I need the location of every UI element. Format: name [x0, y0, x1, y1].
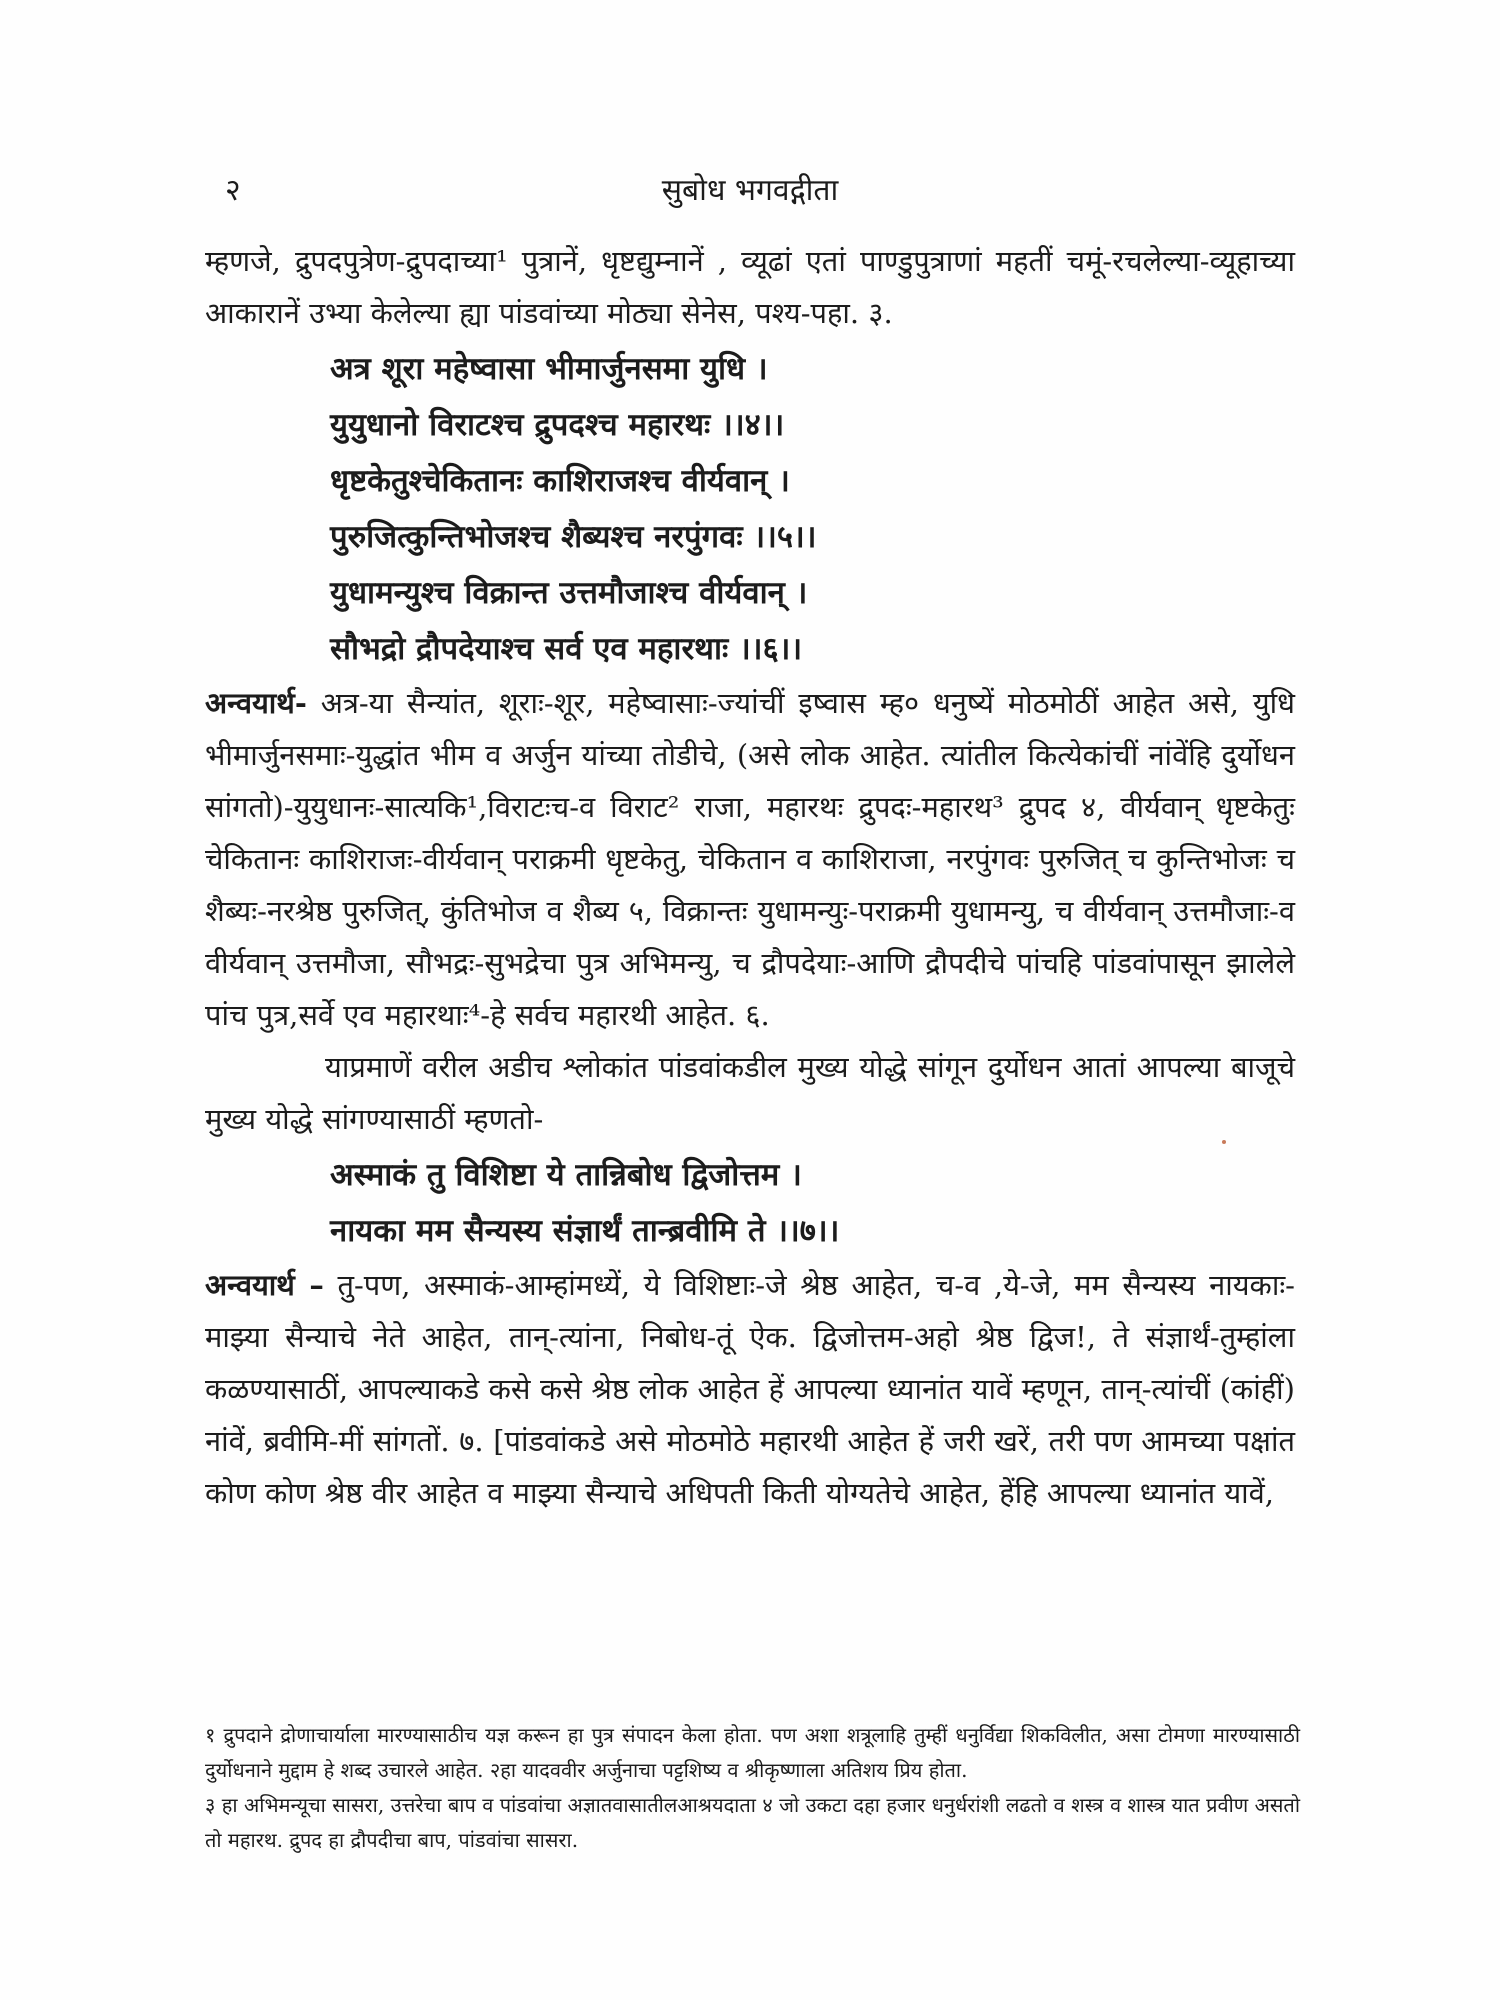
verse-line: पुरुजित्कुन्तिभोजश्च शैब्यश्च नरपुंगवः ।।५।। [330, 519, 817, 555]
paragraph-transition: याप्रमाणें वरील अडीच श्लोकांत पांडवांकडील मुख्य योद्धे सांगून दुर्योधन आतां आपल्या बाजूचे मुख्य योद्धे सांगण्यासाठीं म्हणतो- [205, 1050, 1295, 1136]
footnotes [205, 1718, 1300, 1858]
page-header [200, 168, 1300, 208]
verse-line: धृष्टकेतुश्चेकितानः काशिराजश्च वीर्यवान् । [330, 463, 790, 499]
anvayartha-label: अन्वयार्थ- [205, 686, 307, 720]
verse-block-4-6 [205, 341, 1295, 677]
paper-speck [1222, 1140, 1226, 1144]
verse-line: युधामन्युश्च विक्रान्त उत्तमौजाश्च वीर्यवान् । [330, 575, 808, 611]
anvayartha-paragraph [205, 1259, 1295, 1519]
verse-block-7 [205, 1147, 1295, 1259]
footnote: ३ हा अभिमन्यूचा सासरा, उत्तरेचा बाप व पांडवांचा अज्ञातवासातीलआश्रयदाता ४ जो उकटा दहा हजार धनुर्धरांशी लढतो व शस्त्र व शास्त्र यात प्रवीण असतो तो महारथ. द्रुपद हा द्रौपदीचा बाप, पांडवांचा सासरा. [205, 1793, 1300, 1852]
verse-line: नायका मम सैन्यस्य संज्ञार्थं तान्ब्रवीमि ते ।।७।। [330, 1213, 840, 1249]
verse-line: अस्माकं तु विशिष्टा ये तान्निबोध द्विजोत्तम । [330, 1157, 802, 1193]
verse-line: युयुधानो विराटश्च द्रुपदश्च महारथः ।।४।। [330, 407, 785, 443]
footnote: १ द्रुपदाने द्रोणाचार्याला मारण्यासाठीच यज्ञ करून हा पुत्र संपादन केला होता. पण अशा शत्रूलाहि तुम्हीं धनुर्विद्या शिकविलीत, असा टोमणा मारण्यासाठी दुर्योधनाने मुद्दाम हे शब्द उचारले आहेत. २हा यादववीर अर्जुनाचा पट्टशिष्य व श्रीकृष्णाला अतिशय प्रिय होता. [205, 1723, 1300, 1782]
page-number: २ [225, 173, 241, 208]
verse-line: सौभद्रो द्रौपदेयाश्च सर्व एव महारथाः ।।६।। [330, 631, 803, 667]
verse-line: अत्र शूरा महेष्वासा भीमार्जुनसमा युधि । [330, 351, 768, 387]
running-title: सुबोध भगवद्गीता [661, 173, 839, 208]
anvayartha-text: तु-पण, अस्माकं-आम्हांमध्यें, ये विशिष्टाः-जे श्रेष्ठ आहेत, च-व ,ये-जे, मम सैन्यस्य नायकाः-माझ्या सैन्याचे नेते आहेत, तान्-त्यांना, निबोध-तूं ऐक. द्विजोत्तम-अहो श्रेष्ठ द्विज!, ते संज्ञार्थं-तुम्हांला कळण्यासाठीं, आपल्याकडे कसे कसे श्रेष्ठ लोक आहेत हें आपल्या ध्यानांत यावें म्हणून, तान्-त्यांचीं (कांहीं) नांवें, ब्रवीमि-मीं सांगतों. ७. [पांडवांकडे असे मोठमोठे महारथी आहेत हें जरी खरें, तरी पण आमच्या पक्षांत कोण कोण श्रेष्ठ वीर आहेत व माझ्या सैन्याचे अधिपती किती योग्यतेचे आहेत, हेंहि आपल्या ध्यानांत यावें, [205, 1268, 1295, 1510]
paragraph-intro: म्हणजे, द्रुपदपुत्रेण-द्रुपदाच्या¹ पुत्रानें, धृष्टद्युम्नानें , व्यूढां एतां पाण्डुपुत्राणां महतीं चमूं-रचलेल्या-व्यूहाच्या आकारानें उभ्या केलेल्या ह्या पांडवांच्या मोठ्या सेनेस, पश्य-पहा. ३. [205, 244, 1295, 330]
main-text [205, 235, 1295, 1519]
anvayartha-paragraph [205, 677, 1295, 1041]
anvayartha-label: अन्वयार्थ – [205, 1268, 324, 1302]
anvayartha-text: अत्र-या सैन्यांत, शूराः-शूर, महेष्वासाः-ज्यांचीं इष्वास म्ह० धनुष्यें मोठमोठीं आहेत असे, युधि भीमार्जुनसमाः-युद्धांत भीम व अर्जुन यांच्या तोडीचे, (असे लोक आहेत. त्यांतील कित्येकांचीं नांवेंहि दुर्योधन सांगतो)-युयुधानः-सात्यकि¹,विराटःच-व विराट² राजा, महारथः द्रुपदः-महारथ³ द्रुपद ४, वीर्यवान् धृष्टकेतुः चेकितानः काशिराजः-वीर्यवान् पराक्रमी धृष्टकेतु, चेकितान व काशिराजा, नरपुंगवः पुरुजित् च कुन्तिभोजः च शैब्यः-नरश्रेष्ठ पुरुजित्, कुंतिभोज व शैब्य ५, विक्रान्तः युधामन्युः-पराक्रमी युधामन्यु, च वीर्यवान् उत्तमौजाः-व वीर्यवान् उत्तमौजा, सौभद्रः-सुभद्रेचा पुत्र अभिमन्यु, च द्रौपदेयाः-आणि द्रौपदीचे पांचहि पांडवांपासून झालेले पांच पुत्र,सर्वे एव महारथाः⁴-हे सर्वच महारथी आहेत. ६. [205, 686, 1295, 1032]
